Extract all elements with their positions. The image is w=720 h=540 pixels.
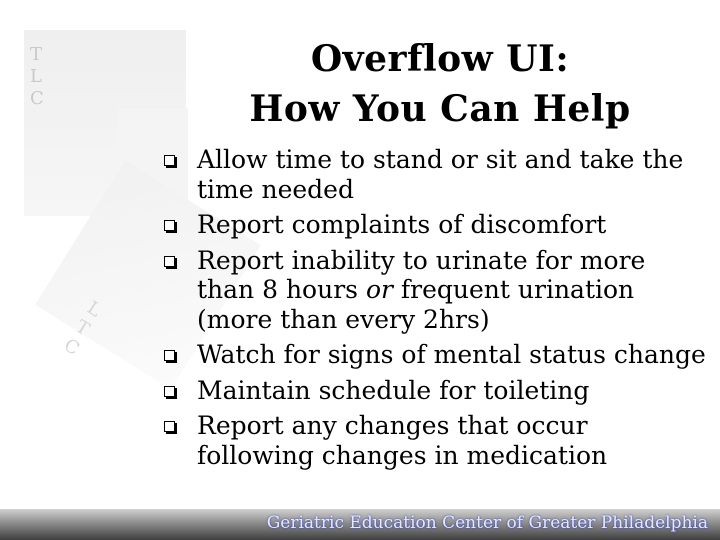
bullet-text: Watch for signs of mental status change [197, 340, 706, 369]
bullet-text-pre: Report inability to urinate for more than 8 hours [197, 245, 646, 304]
slide-title-line-2: How You Can Help [249, 88, 631, 130]
square-bullet-icon [164, 386, 175, 397]
square-bullet-icon [164, 155, 175, 166]
bullet-text: Report complaints of discomfort [197, 210, 607, 239]
bullet-item [160, 246, 710, 335]
bullet-text-emphasis: or [365, 275, 393, 304]
bullet-list [160, 145, 710, 476]
square-bullet-icon [164, 256, 175, 267]
square-bullet-icon [164, 421, 175, 432]
bullet-item [160, 210, 710, 240]
bullet-text: Maintain schedule for toileting [197, 375, 590, 405]
square-bullet-icon [164, 350, 175, 361]
slide-title [200, 34, 680, 134]
bullet-text: Report any changes that occur following changes in medication [197, 411, 608, 470]
watermark-letters-rotated: L T C [60, 297, 105, 360]
watermark-letters: T L C [30, 44, 44, 109]
slide-title-line-1: Overflow UI: [310, 38, 570, 80]
bullet-item [160, 340, 710, 370]
bullet-item [160, 145, 710, 204]
footer-text: Geriatric Education Center of Greater Philadelphia [266, 513, 708, 533]
bullet-item [160, 411, 710, 470]
bullet-item [160, 376, 710, 406]
footer-bar [0, 509, 720, 540]
square-bullet-icon [164, 220, 175, 231]
bullet-text: Allow time to stand or sit and take the time needed [197, 145, 684, 204]
bullet-text-post: frequent urination (more than every 2hrs) [197, 275, 635, 334]
